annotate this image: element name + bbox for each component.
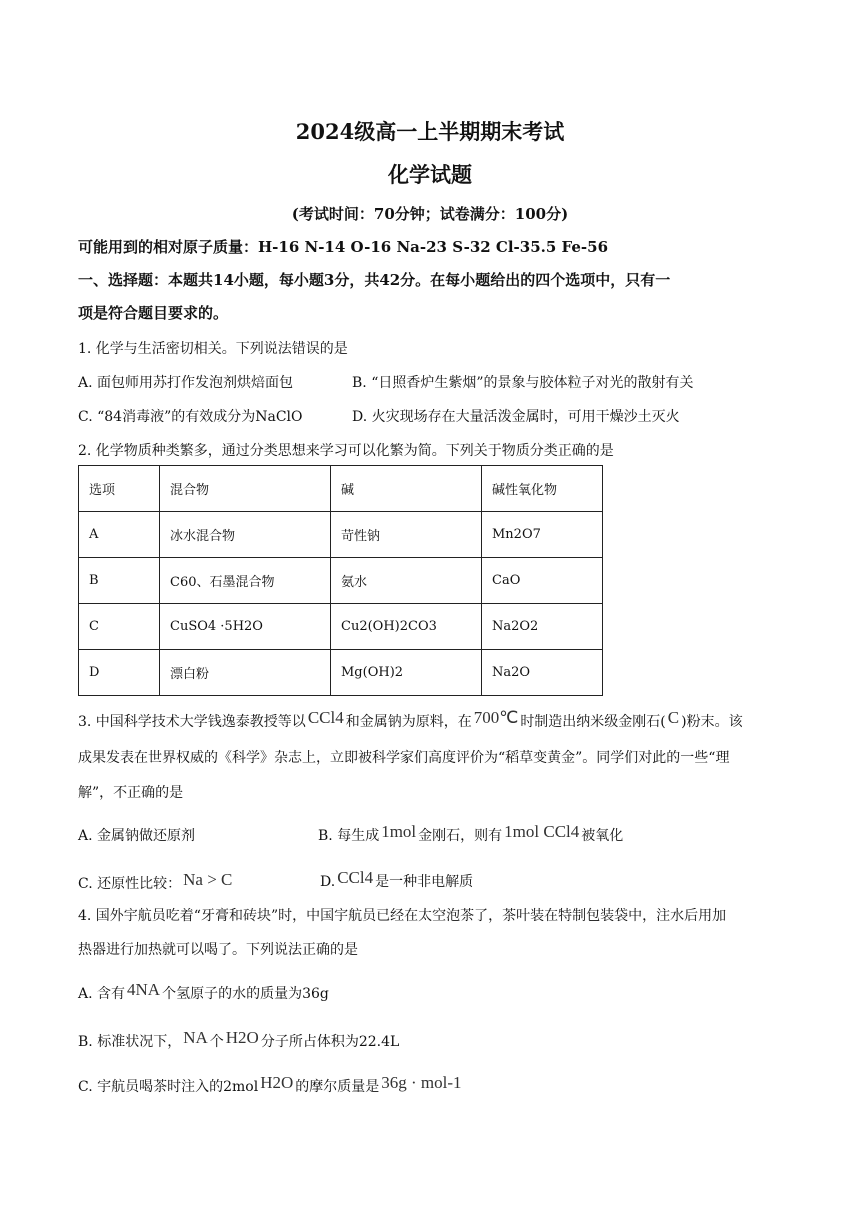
q3-text: )粉末。该 [681,714,743,730]
q3-option-a: A. 金属钠做还原剂 [78,828,196,844]
table-cell: D [79,650,160,696]
q4-text: 个 [209,1034,224,1050]
q4-text: C. 宇航员喝茶时注入的2mol [78,1079,259,1095]
header-cell: 混合物 [160,466,331,512]
formula-na: NA [183,1028,208,1047]
formula-4na: 4NA [127,980,161,999]
q3-text: B. 每生成 [318,828,380,844]
header-cell: 选项 [79,466,160,512]
q3-text: 是一种非电解质 [375,874,474,890]
q3-stem-line1 [78,708,743,731]
table-cell: Mg(OH)2 [331,650,482,696]
atomic-masses: 可能用到的相对原子质量：H-16 N-14 O-16 Na-23 S-32 Cl-35.5 Fe-56 [78,238,609,256]
q1-option-d: D. 火灾现场存在大量活泼金属时，可用干燥沙土灭火 [352,409,680,425]
q1-option-a: A. 面包师用苏打作发泡剂烘焙面包 [78,375,294,391]
q3-option-d [320,868,473,891]
q2-classification-table [78,465,603,696]
formula-1mol-ccl4: 1mol CCl4 [504,822,580,841]
q4-text: B. 标准状况下， [78,1034,182,1050]
q3-option-c [78,870,234,893]
q2-stem: 2. 化学物质种类繁多，通过分类思想来学习可以化繁为简。下列关于物质分类正确的是 [78,443,614,459]
q4-text: 的摩尔质量是 [295,1079,380,1095]
table-cell: Na2O [482,650,603,696]
formula-molar-mass: 36g · mol-1 [381,1073,462,1092]
q3-text: D. [320,874,336,890]
formula-temperature: 700℃ [473,708,519,727]
table-cell: 漂白粉 [160,650,331,696]
q3-text: 3. 中国科学技术大学钱逸泰教授等以 [78,714,306,730]
table-header-row [79,466,603,512]
q3-text: 被氧化 [581,828,624,844]
formula-ccl4: CCl4 [337,868,374,887]
table-row [79,558,603,604]
exam-title: 2024级高一上半期期末考试 [295,119,565,144]
table-cell: B [79,558,160,604]
table-cell: C60、石墨混合物 [160,558,331,604]
formula-1mol: 1mol [381,822,417,841]
q1-option-c: C. “84消毒液”的有效成分为NaClO [78,409,303,425]
q3-text: 和金属钠为原料，在 [345,714,472,730]
section-heading-line1: 一、选择题：本题共14小题，每小题3分，共42分。在每小题给出的四个选项中，只有一 [78,271,671,289]
table-row [79,512,603,558]
q3-stem-line3: 解”，不正确的是 [78,785,184,801]
table-cell: Cu2(OH)2CO3 [331,604,482,650]
q3-option-b [318,822,623,845]
subject-title: 化学试题 [388,162,472,187]
table-cell: 氨水 [331,558,482,604]
q4-text: 个氢原子的水的质量为36g [162,986,329,1002]
q1-option-b: B. “日照香炉生紫烟”的景象与胶体粒子对光的散射有关 [352,375,694,391]
q3-text: 金刚石，则有 [418,828,503,844]
q4-text: A. 含有 [78,986,126,1002]
formula-carbon: C [667,708,680,727]
table-cell: CaO [482,558,603,604]
q3-stem-line2: 成果发表在世界权威的《科学》杂志上，立即被科学家们高度评价为“稻草变黄金”。同学们对此的一些“理 [78,750,730,766]
table-row [79,650,603,696]
table-row [79,604,603,650]
exam-info: (考试时间：70分钟；试卷满分：100分) [291,205,569,223]
header-cell: 碱 [331,466,482,512]
table-cell: 冰水混合物 [160,512,331,558]
q4-option-c [78,1073,464,1096]
q4-option-b [78,1028,399,1051]
header-cell: 碱性氧化物 [482,466,603,512]
table-cell: Na2O2 [482,604,603,650]
formula-h2o: H2O [225,1028,259,1047]
table-cell: C [79,604,160,650]
table-cell: A [79,512,160,558]
q3-text: 时制造出纳米级金刚石( [520,714,666,730]
q4-option-a [78,980,329,1003]
q4-text: 分子所占体积为22.4L [260,1034,400,1050]
formula-na-gt-c: Na > C [183,870,233,889]
q4-stem-line1: 4. 国外宇航员吃着“牙膏和砖块”时，中国宇航员已经在太空泡茶了，茶叶装在特制包装袋中，注水后用加 [78,908,727,924]
q3-text: C. 还原性比较： [78,876,182,892]
formula-ccl4: CCl4 [307,708,344,727]
table-cell: 苛性钠 [331,512,482,558]
formula-h2o: H2O [260,1073,294,1092]
table-cell: Mn2O7 [482,512,603,558]
table-cell: CuSO4 ·5H2O [160,604,331,650]
section-heading-line2: 项是符合题目要求的。 [78,304,229,322]
q4-stem-line2: 热器进行加热就可以喝了。下列说法正确的是 [78,942,358,958]
q1-stem: 1. 化学与生活密切相关。下列说法错误的是 [78,341,348,357]
